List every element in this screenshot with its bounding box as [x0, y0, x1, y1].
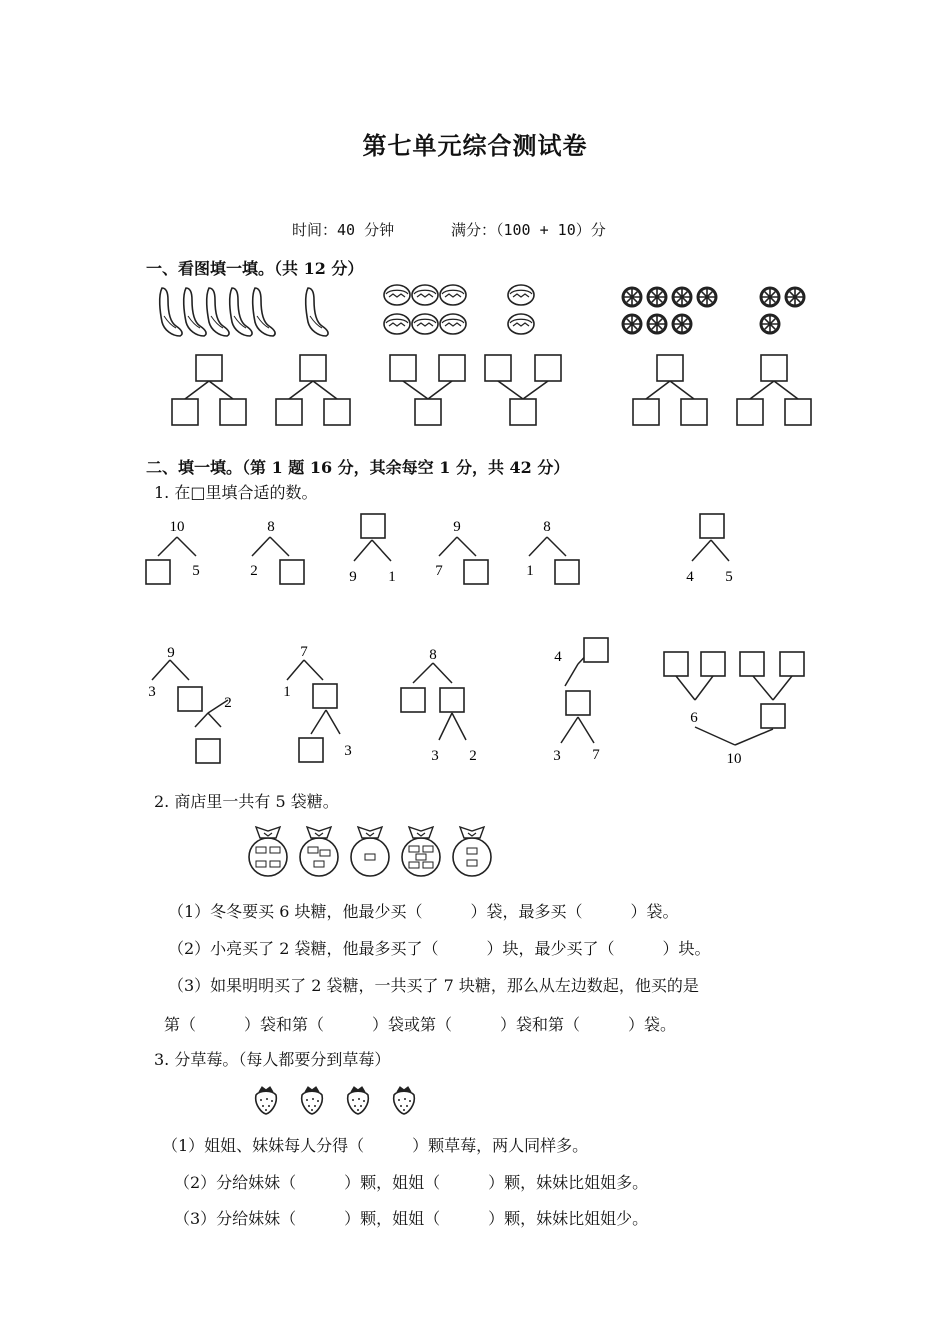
q1-prompt: 1. 在□里填合适的数。 — [154, 483, 318, 502]
page-title: 第七单元综合测试卷 — [362, 131, 588, 160]
tree-number: 7 — [435, 563, 443, 579]
section1-heading: 一、看图填一填。（共 12 分） — [146, 259, 364, 278]
tree-number: 3 — [148, 684, 156, 700]
tree-number: 6 — [690, 710, 698, 726]
q3-line-3: （3）分给妹妹（ ）颗，姐姐（ ）颗，妹妹比姐姐少。 — [174, 1209, 649, 1228]
tree-number: 10 — [726, 751, 742, 767]
tree-number: 8 — [429, 647, 437, 663]
strawberry-icon — [394, 1087, 415, 1114]
tree-number: 7 — [592, 747, 600, 763]
tree-number: 8 — [543, 519, 551, 535]
q2-line-2: （2）小亮买了 2 袋糖，他最多买了（ ）块，最少买了（ ）块。 — [168, 939, 711, 958]
tree-number: 9 — [167, 645, 175, 661]
tree-number: 9 — [453, 519, 461, 535]
strawberry-icon — [348, 1087, 369, 1114]
q2-prompt: 2. 商店里一共有 5 袋糖。 — [154, 792, 339, 811]
q3-prompt: 3. 分草莓。（每人都要分到草莓） — [154, 1050, 391, 1069]
tree-number: 7 — [300, 644, 308, 660]
q2-line-1: （1）冬冬要买 6 块糖，他最少买（ ）袋，最多买（ ）袋。 — [168, 902, 679, 921]
strawberry-icon — [256, 1087, 277, 1114]
tree-number: 9 — [349, 569, 357, 585]
q3-line-2: （2）分给妹妹（ ）颗，姐姐（ ）颗，妹妹比姐姐多。 — [174, 1173, 649, 1192]
section2-heading: 二、填一填。（第 1 题 16 分，其余每空 1 分，共 42 分） — [146, 458, 570, 477]
strawberry-icon — [302, 1087, 323, 1114]
tree-number: 8 — [267, 519, 275, 535]
q3-line-1: （1）姐姐、妹妹每人分得（ ）颗草莓，两人同样多。 — [162, 1136, 589, 1155]
tree-number: 1 — [526, 563, 534, 579]
q2-line-3: （3）如果明明买了 2 袋糖，一共买了 7 块糖，那么从左边数起，他买的是 — [168, 976, 699, 995]
full-score: 满分：（100 + 10）分 — [451, 221, 606, 239]
tree-number: 1 — [283, 684, 291, 700]
tree-number: 3 — [431, 748, 439, 764]
tree-number: 5 — [725, 569, 733, 585]
tree-number: 3 — [344, 743, 352, 759]
tree-number: 2 — [469, 748, 477, 764]
tree-number: 4 — [686, 569, 694, 585]
time-limit: 时间：40 分钟 — [292, 221, 395, 239]
tree-number: 1 — [388, 569, 396, 585]
tree-number: 2 — [224, 695, 232, 711]
tree-number: 4 — [554, 649, 562, 665]
tree-number: 5 — [192, 563, 200, 579]
q2-line-4: 第（ ）袋和第（ ）袋或第（ ）袋和第（ ）袋。 — [164, 1015, 677, 1034]
tree-number: 10 — [169, 519, 185, 535]
tree-number: 2 — [250, 563, 258, 579]
tree-number: 3 — [553, 748, 561, 764]
